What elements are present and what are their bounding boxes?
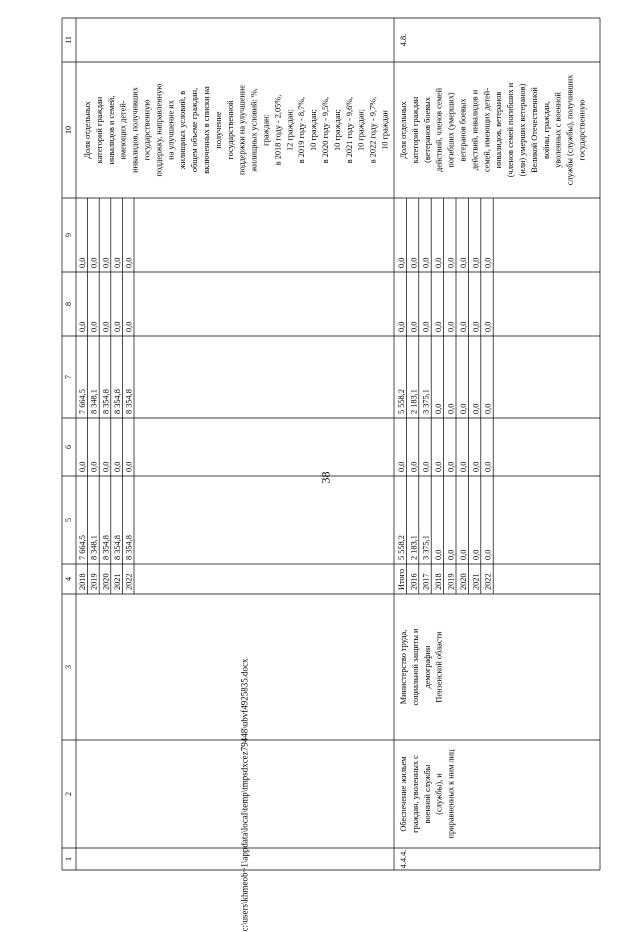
column-header-10: 10 xyxy=(64,126,73,134)
table-cell: 0,0 xyxy=(471,321,481,332)
table-cell: 0,0 xyxy=(483,257,493,268)
indicator-text: в 2022 году - 9,7%, xyxy=(368,96,378,164)
indicator-text: действий, членов семей xyxy=(434,87,444,173)
table-cell: 0,0 xyxy=(434,549,444,560)
executor-text: демографии xyxy=(422,645,432,689)
executor-text: Министерство труда, xyxy=(399,629,408,705)
table-cell: 0,0 xyxy=(112,461,122,472)
table-cell: 0,0 xyxy=(446,549,456,560)
column-header-11: 11 xyxy=(64,36,73,44)
page-number: 38 xyxy=(318,471,333,484)
indicator-text: поддержки на улучшение xyxy=(237,85,247,175)
table-cell: 2021 xyxy=(112,573,122,590)
item-name: приравненных к ним лиц xyxy=(446,749,456,839)
table-cell: 0,0 xyxy=(458,321,468,332)
indicator-text: войны, граждан, xyxy=(541,101,551,159)
table-cell: 2017 xyxy=(421,573,431,590)
item-number: 4.4.4. xyxy=(399,849,408,869)
table-cell: 2016 xyxy=(409,573,419,590)
table-cell: 0,0 xyxy=(458,403,468,414)
table-cell: 2022 xyxy=(483,573,493,590)
table-cell: 0,0 xyxy=(458,549,468,560)
table-cell: 0,0 xyxy=(124,461,134,472)
item-name: граждан, уволенных с xyxy=(410,755,420,833)
table-cell: 0,0 xyxy=(434,461,444,472)
indicator-text: 10 граждан; xyxy=(309,109,319,151)
table-cell: 0,0 xyxy=(124,321,134,332)
indicator-text: в 2018 году - 2,05%, xyxy=(273,94,283,166)
table-cell: 0,0 xyxy=(112,321,122,332)
table-cell: 5 558,2 xyxy=(396,389,406,414)
indicator-text: действий, инвалидов и xyxy=(470,89,480,171)
column-header-7: 7 xyxy=(64,375,73,379)
table-cell: 0,0 xyxy=(446,321,456,332)
indicator-text: в 2021 году - 9,6%, xyxy=(344,96,354,164)
table-cell: 0,0 xyxy=(446,257,456,268)
table-cell: 0,0 xyxy=(78,321,88,332)
table-cell: 0,0 xyxy=(458,461,468,472)
table-cell: 0,0 xyxy=(89,461,99,472)
indicator-text: имеющих детей- xyxy=(118,100,128,160)
executor-text: Пензенской области xyxy=(434,631,444,703)
indicator-text: инвалидов, ветеранов xyxy=(494,91,504,169)
indicator-text: 12 граждан; xyxy=(285,109,295,151)
indicator-text: 10 граждан; xyxy=(332,109,342,151)
item-name: (службы), и xyxy=(434,773,444,815)
table-cell: 0,0 xyxy=(89,321,99,332)
table-cell: 8 354,8 xyxy=(124,389,134,414)
indicator-text: семей, имеющих детей- xyxy=(482,87,492,173)
indicator-text: (ветеранов боевых xyxy=(422,97,432,163)
table-cell: 8 354,8 xyxy=(101,535,111,560)
indicator-text: Доля отдельных xyxy=(83,101,92,159)
table-cell: 2020 xyxy=(458,573,468,590)
table-cell: 0,0 xyxy=(471,257,481,268)
table-cell: 0,0 xyxy=(396,321,406,332)
indicator-text: инвалидов, получивших xyxy=(130,87,140,173)
indicator-text: жилищных условий, в xyxy=(178,90,188,170)
table-cell: 0,0 xyxy=(421,321,431,332)
indicator-text: государственную xyxy=(577,99,587,161)
item-name: военной службы xyxy=(422,764,432,824)
target-reference: 4.8. xyxy=(399,33,408,47)
table-cell: 0,0 xyxy=(446,461,456,472)
indicator-text: общем объеме граждан, xyxy=(190,87,200,173)
indicator-text: Доля отдельных xyxy=(399,101,408,159)
column-header-3: 3 xyxy=(64,665,73,669)
table-cell: 2 183,1 xyxy=(409,389,419,414)
table-cell: 0,0 xyxy=(101,461,111,472)
column-header-2: 2 xyxy=(64,792,73,796)
table-cell: 8 354,8 xyxy=(112,535,122,560)
column-header-5: 5 xyxy=(64,518,73,522)
table-cell: 8 348,1 xyxy=(89,389,99,414)
table-cell: 0,0 xyxy=(101,321,111,332)
table-cell: 0,0 xyxy=(483,321,493,332)
table-cell: 0,0 xyxy=(458,257,468,268)
table-cell: 0,0 xyxy=(434,257,444,268)
indicator-text: в 2019 году - 8,7%, xyxy=(297,96,307,164)
table-cell: 0,0 xyxy=(483,549,493,560)
table-cell: 2022 xyxy=(124,573,134,590)
table-cell: 8 354,8 xyxy=(112,389,122,414)
item-name: Обеспечение жильем xyxy=(399,756,408,832)
indicator-text: ветеранов боевых xyxy=(458,98,468,162)
table-cell: 0,0 xyxy=(396,257,406,268)
column-header-1: 1 xyxy=(64,857,73,861)
column-header-4: 4 xyxy=(64,577,73,581)
indicator-text: в 2020 году - 9,5%, xyxy=(321,96,330,164)
indicator-text: категорий граждан xyxy=(410,96,420,164)
indicator-text: уволенных с военной xyxy=(553,92,563,168)
table-cell: 0,0 xyxy=(124,257,134,268)
indicator-text: поддержку, направленную xyxy=(154,83,164,177)
indicator-text: 10 граждан xyxy=(380,110,390,150)
table-cell: 0,0 xyxy=(471,461,481,472)
table-cell: 8 354,8 xyxy=(124,535,134,560)
table-cell: 0,0 xyxy=(89,257,99,268)
indicator-text: государственную xyxy=(142,99,152,161)
table-cell: 8 348,1 xyxy=(89,535,99,560)
indicator-text: получение xyxy=(213,111,223,149)
table-cell: 0,0 xyxy=(78,257,88,268)
table-cell: 3 375,1 xyxy=(421,535,431,560)
table-cell: 0,0 xyxy=(409,257,419,268)
table-cell: 0,0 xyxy=(434,403,444,414)
table-cell: 7 664,5 xyxy=(78,535,88,560)
indicator-text: государственной xyxy=(225,100,235,160)
column-header-6: 6 xyxy=(64,445,73,449)
indicator-text: инвалидов и семей, xyxy=(106,95,116,165)
indicator-text: 10 граждан; xyxy=(356,109,366,151)
table-cell: 7 664,5 xyxy=(78,389,88,414)
table-cell: 2018 xyxy=(78,573,88,590)
table-cell: 0,0 xyxy=(421,461,431,472)
table-cell: 3 375,1 xyxy=(421,389,431,414)
table-cell: 0,0 xyxy=(483,403,493,414)
table-cell: 0,0 xyxy=(78,461,88,472)
table-cell: 0,0 xyxy=(409,461,419,472)
table-cell: 2019 xyxy=(89,573,99,590)
table-cell: Итого xyxy=(396,568,406,590)
indicator-text: включенных в списки на xyxy=(202,86,211,174)
indicator-text: (членов семей погибших и xyxy=(506,82,516,178)
table-cell: 0,0 xyxy=(101,257,111,268)
indicator-text: (или) умерших ветеранов) xyxy=(518,83,527,177)
table-cell: 0,0 xyxy=(434,321,444,332)
table-cell: 0,0 xyxy=(396,461,406,472)
footer-file-path: c:\users\khmeob~1\appdata\local\temp\tmpsdxcez79448\ubvf4925835.docx xyxy=(239,658,250,932)
table-cell: 2020 xyxy=(101,573,111,590)
table-cell: 0,0 xyxy=(471,549,481,560)
table-cell: 5 558,2 xyxy=(396,535,406,560)
indicator-text: на улучшение их xyxy=(166,100,176,160)
table-cell: 0,0 xyxy=(409,321,419,332)
table-grid xyxy=(62,18,600,870)
table-cell: 2019 xyxy=(446,573,456,590)
table-cell: 2018 xyxy=(434,573,444,590)
indicator-text: жилищных условий: %, xyxy=(249,88,259,172)
executor-text: социальной защиты и xyxy=(410,628,420,706)
table-cell: 0,0 xyxy=(471,403,481,414)
indicator-text: погибших (умерших) xyxy=(446,92,456,168)
table-cell: 0,0 xyxy=(421,257,431,268)
table-cell: 2021 xyxy=(471,573,481,590)
indicator-text: службы (службы), получивших xyxy=(565,74,575,186)
table-cell: 2 183,1 xyxy=(409,535,419,560)
table-cell: 0,0 xyxy=(112,257,122,268)
table-cell: 0,0 xyxy=(446,403,456,414)
indicator-text: граждан: xyxy=(261,114,271,146)
indicator-text: Великой Отечественной xyxy=(529,87,539,173)
column-header-8: 8 xyxy=(64,302,73,306)
indicator-text: категорий граждан xyxy=(94,96,104,164)
table-cell: 8 354,8 xyxy=(101,389,111,414)
column-header-9: 9 xyxy=(64,233,73,237)
table-cell: 0,0 xyxy=(483,461,493,472)
